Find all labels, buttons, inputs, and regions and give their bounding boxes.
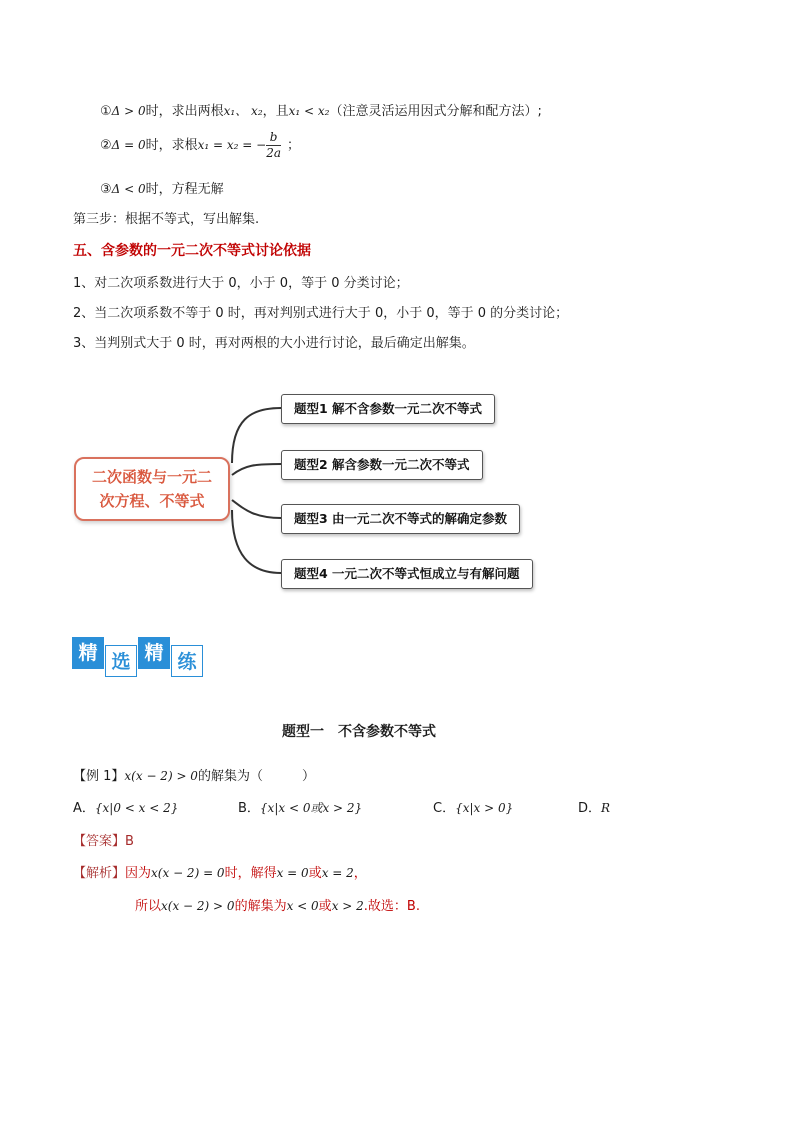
- analysis-1-root2: x = 2: [321, 866, 354, 880]
- analysis-2-r2: x > 2: [331, 899, 364, 913]
- connector-1: [232, 408, 281, 463]
- connector-3: [232, 500, 281, 518]
- case1-condition: Δ > 0: [111, 104, 146, 118]
- answer-line: [73, 830, 134, 849]
- example1-label: 【例 1】: [73, 769, 125, 784]
- badge-char-2: 选: [105, 645, 137, 677]
- analysis-2-r1: x < 0: [286, 899, 319, 913]
- analysis-line-2: [135, 895, 420, 914]
- section5-item-1: 1、对二次项系数进行大于 0，小于 0，等于 0 分类讨论；: [73, 276, 409, 291]
- analysis-1b: 时，解得: [224, 866, 277, 881]
- case1-prefix: ①: [100, 104, 112, 119]
- case1-text: 时，求出两根: [145, 104, 224, 119]
- case2-end: ；: [287, 138, 301, 153]
- mindmap-center-node: [74, 457, 230, 521]
- analysis-1-expr: x(x − 2) = 0: [151, 866, 225, 880]
- problem-type-title: 题型一 不含参数不等式: [282, 724, 436, 740]
- option-d: [578, 797, 610, 816]
- mindmap-branch-3: 题型3 由一元二次不等式的解确定参数: [281, 504, 520, 534]
- jingxuan-jinglian-badge: [72, 637, 212, 679]
- section5-item-3: 3、当判别式大于 0 时，再对两根的大小进行讨论，最后确定出解集。: [73, 336, 475, 351]
- option-a: [73, 797, 178, 816]
- analysis-label: 【解析】: [73, 866, 126, 881]
- step-three: 第三步：根据不等式，写出解集.: [73, 212, 260, 227]
- analysis-2-expr: x(x − 2) > 0: [161, 899, 235, 913]
- case2-condition: Δ = 0: [111, 138, 146, 152]
- answer-label: 【答案】: [73, 834, 126, 849]
- option-d-letter: D．: [578, 801, 602, 816]
- option-a-content: {x|0 < x < 2}: [94, 801, 179, 815]
- badge-char-3: 精: [138, 637, 170, 669]
- case1-order: x₁ < x₂: [288, 104, 330, 118]
- case2-lhs: x₁ = x₂ = −: [197, 138, 267, 152]
- option-b-letter: B．: [238, 801, 260, 816]
- case3-condition: Δ < 0: [111, 182, 146, 196]
- case3-text: 时，方程无解: [145, 182, 224, 197]
- option-a-letter: A．: [73, 801, 95, 816]
- analysis-2b: 的解集为: [234, 899, 287, 914]
- fraction-denominator: 2a: [266, 146, 282, 160]
- center-line-2: 次方程、不等式: [99, 492, 205, 510]
- badge-char-4: 练: [171, 645, 203, 677]
- connector-4: [232, 510, 281, 573]
- section5-item-2: 2、当二次项系数不等于 0 时，再对判别式进行大于 0，小于 0，等于 0 的分类讨论；: [73, 306, 569, 321]
- analysis-2a: 所以: [135, 899, 162, 914]
- center-line-1: 二次函数与一元二: [91, 468, 212, 486]
- fraction-numerator: b: [266, 130, 281, 146]
- option-c: [433, 797, 513, 816]
- case1-note: （注意灵活运用因式分解和配方法）;: [329, 104, 542, 119]
- answer-value: B: [125, 834, 134, 849]
- mindmap-branch-2: 题型2 解含参数一元二次不等式: [281, 450, 483, 480]
- connector-2: [232, 464, 281, 475]
- case3-prefix: ③: [100, 182, 112, 197]
- analysis-1-end: ，: [353, 866, 367, 881]
- example1-question-text: 的解集为（ ）: [197, 769, 315, 784]
- option-b: [238, 797, 362, 816]
- badge-char-1: 精: [72, 637, 104, 669]
- case1-roots: x₁、 x₂: [223, 104, 263, 118]
- analysis-1-root1: x = 0: [276, 866, 309, 880]
- analysis-1a: 因为: [125, 866, 152, 881]
- analysis-1-or: 或: [308, 866, 322, 881]
- section5-title: 五、含参数的一元二次不等式讨论依据: [73, 243, 311, 259]
- example1-question: [73, 765, 315, 784]
- option-b-content: {x|x < 0或x > 2}: [259, 801, 363, 815]
- analysis-line-1: [73, 862, 367, 881]
- case2-prefix: ②: [100, 138, 112, 153]
- mindmap-branch-4: 题型4 一元二次不等式恒成立与有解问题: [281, 559, 533, 589]
- analysis-2-end: .故选：B.: [363, 899, 420, 914]
- option-c-letter: C．: [433, 801, 456, 816]
- mindmap-branch-1: 题型1 解不含参数一元二次不等式: [281, 394, 495, 424]
- case2-text: 时，求根: [145, 138, 198, 153]
- analysis-2-or: 或: [318, 899, 332, 914]
- option-d-content: R: [601, 801, 611, 815]
- case1-order-text: ，且: [262, 104, 289, 119]
- option-c-content: {x|x > 0}: [455, 801, 514, 815]
- example1-expr: x(x − 2) > 0: [124, 769, 198, 783]
